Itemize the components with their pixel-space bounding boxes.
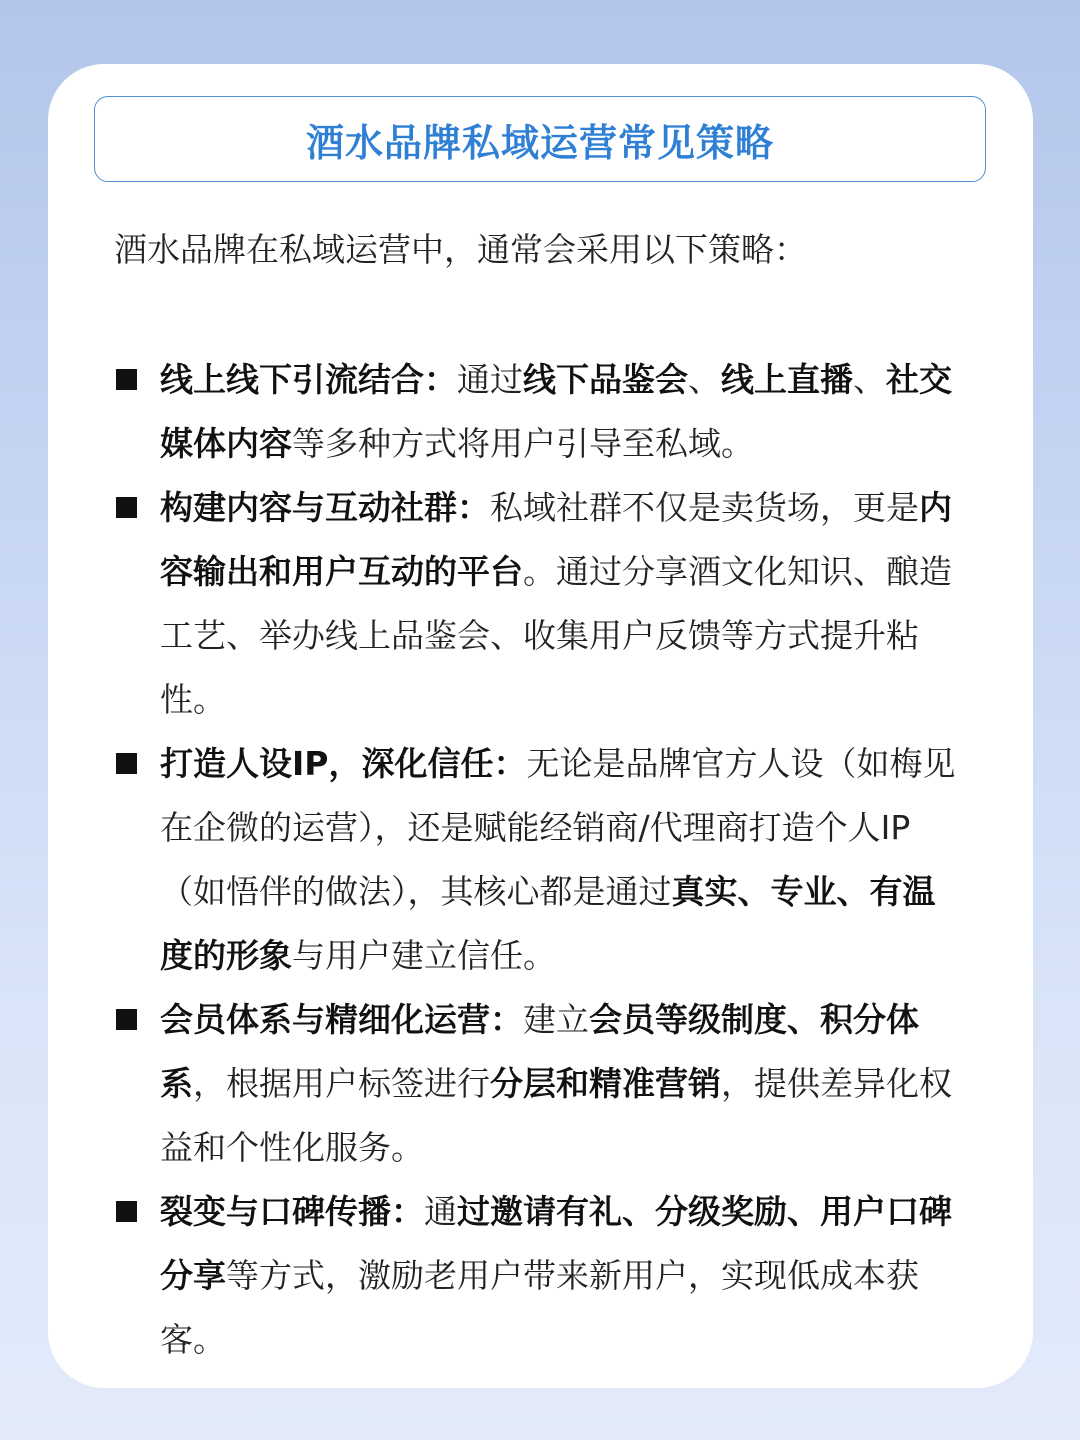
item-segment: 过邀请有礼、分级奖励、用户口碑分享 bbox=[160, 1192, 952, 1295]
square-bullet-icon bbox=[116, 1201, 137, 1222]
list-item-text bbox=[160, 1180, 964, 1372]
item-segment: 通过 bbox=[457, 360, 523, 399]
square-bullet-icon bbox=[116, 369, 137, 390]
title-box bbox=[94, 96, 986, 182]
item-segment: 等多种方式将用户引导至私域。 bbox=[292, 424, 754, 463]
item-segment: 等方式，激励老用户带来新用户，实现低成本获客。 bbox=[160, 1256, 919, 1359]
item-segment: 、 bbox=[853, 360, 886, 399]
item-segment: 社交媒体内容 bbox=[160, 360, 952, 463]
item-segment: 裂变与口碑传播： bbox=[160, 1192, 424, 1231]
item-segment: 内容输出和用户互动的平台 bbox=[160, 488, 952, 591]
list-item-text bbox=[160, 348, 964, 476]
item-segment: 、 bbox=[688, 360, 721, 399]
item-segment: 通 bbox=[424, 1192, 457, 1231]
square-bullet-icon bbox=[116, 1009, 137, 1030]
square-bullet-icon bbox=[116, 753, 137, 774]
strategy-list bbox=[114, 348, 964, 1372]
item-segment: 线上直播 bbox=[721, 360, 853, 399]
content-card bbox=[48, 64, 1033, 1388]
list-item bbox=[114, 732, 964, 988]
item-segment: ，根据用户标签进行 bbox=[193, 1064, 490, 1103]
item-segment: 打造人设IP，深化信任： bbox=[160, 744, 527, 783]
list-item-text bbox=[160, 988, 964, 1180]
item-segment: 会员体系与精细化运营： bbox=[160, 1000, 523, 1039]
item-segment: 线上线下引流结合： bbox=[160, 360, 457, 399]
item-segment: 建立 bbox=[523, 1000, 589, 1039]
item-segment: ，提供差异化权益和个性化服务。 bbox=[160, 1064, 952, 1167]
page-title: 酒水品牌私域运营常见策略 bbox=[305, 120, 774, 165]
item-segment: 线下品鉴会 bbox=[523, 360, 688, 399]
intro-text: 酒水品牌在私域运营中，通常会采用以下策略： bbox=[114, 230, 807, 269]
item-segment: 构建内容与互动社群： bbox=[160, 488, 490, 527]
item-segment: 无论是品牌官方人设（如梅见在企微的运营），还是赋能经销商/代理商打造个人IP（如悟伴的做法），其核心都是通过 bbox=[160, 744, 956, 911]
list-item bbox=[114, 988, 964, 1180]
list-item-text bbox=[160, 732, 964, 988]
list-item-text bbox=[160, 476, 964, 732]
item-segment: 。通过分享酒文化知识、酿造工艺、举办线上品鉴会、收集用户反馈等方式提升粘性。 bbox=[160, 552, 952, 719]
list-item bbox=[114, 1180, 964, 1372]
item-segment: 与用户建立信任。 bbox=[292, 936, 556, 975]
item-segment: 真实、专业、有温度的形象 bbox=[160, 872, 936, 975]
list-item bbox=[114, 476, 964, 732]
list-item bbox=[114, 348, 964, 476]
item-segment: 会员等级制度、积分体系 bbox=[160, 1000, 919, 1103]
item-segment: 私域社群不仅是卖货场，更是 bbox=[490, 488, 919, 527]
item-segment: 分层和精准营销 bbox=[490, 1064, 721, 1103]
square-bullet-icon bbox=[116, 497, 137, 518]
